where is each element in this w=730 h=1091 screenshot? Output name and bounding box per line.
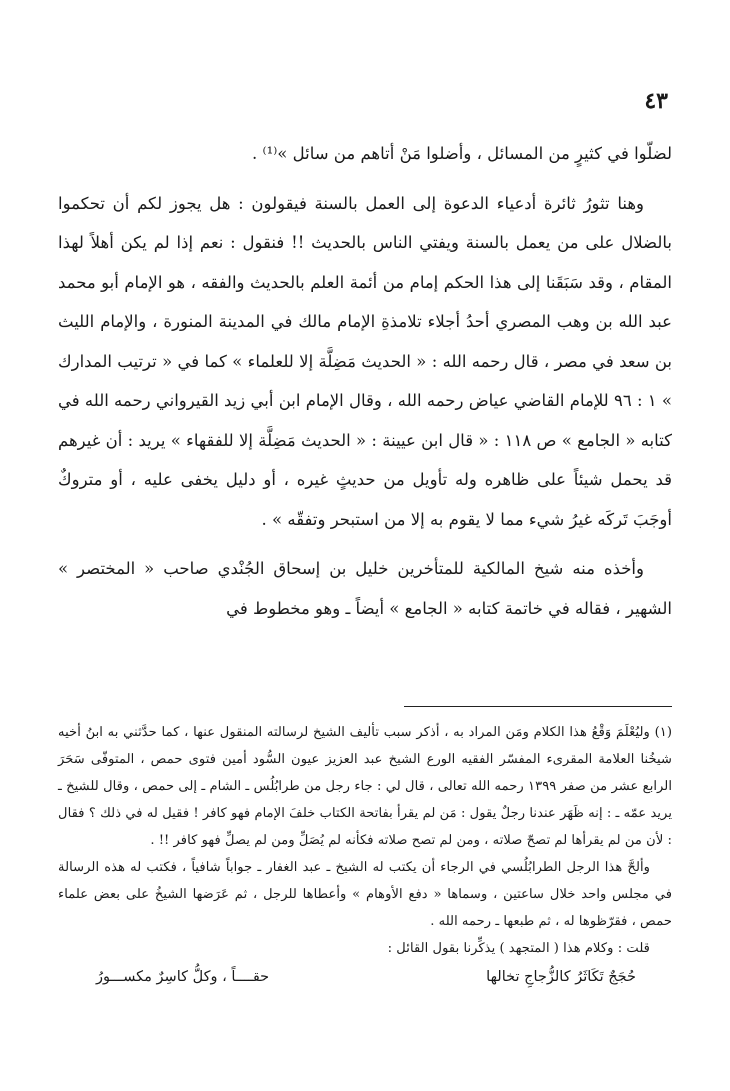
paragraph-2: وهنا تثورُ ثائرة أدعياء الدعوة إلى العمل بالسنة فيقولون : هل يجوز لكم أن تحكموا بالضلال على من يعمل بالسنة ويفتي الناس بالحديث !! فنقول : نعم إذا لم يكن أهلاً لهذا المقام ، وقد سَبَقَنا إلى هذا الحكم إمام من أئمة العلم بالحديث والفقه ، هو الإمام أبو محمد عبد الله بن وهب المصري أحدُ أجلاء تلامذةِ الإمام مالك في المدينة المنورة ، والإمام الليث بن سعد في مصر ، قال رحمه الله : « الحديث مَضِلَّة إلا للعلماء » كما في « ترتيب المدارك » ١ : ٩٦ للإمام القاضي عياض رحمه الله ، وقال الإمام ابن أبي زيد القيرواني رحمه الله في كتابه « الجامع » ص ١١٨ : « قال ابن عيينة : « الحديث مَضِلَّة إلا للفقهاء » يريد : أن غيرهم قد يحمل شيئاً على ظاهره وله تأويل من حديثٍ غيره ، أو دليل يخفى عليه ، أو متروكٌ أوجَبَ تَركَه غيرُ شيء مما لا يقوم به إلا من استبحر وتفقّه » . [58, 193, 673, 529]
footnote-1: (١) وليُعْلَمَ وَقْعُ هذا الكلام ومَن المراد به ، أذكر سبب تأليف الشيخ لرسالته المنقول عنها ، كما حدَّثني به ابنُ أخيه شيخُنا العلامة المقرىء المفسّر الفقيه الورع الشيخ عبد العزيز عيون السُّود أمين فتوى حمص ، المتوفّى سَحَرَ الرابع عشر من صفر ١٣٩٩ رحمه الله تعالى ، قال لي : جاء رجل من طرابُلُس ـ الشام ـ إلى حمص ، وقال للشيخ ـ يريد عمّه ـ : إنه ظَهَر عندنا رجلٌ يقول : مَن لم يقرأ بفاتحة الكتاب خلفَ الإمام فهو كافر ! فقيل له في ذلك ؟ فقال : لأن من لم يقرأها لم تصحّ صلاته ، ومن لم تصح صلاته فكأنه لم يُصَلِّ ومن لم يصلِّ فهو كافر !! . [58, 725, 672, 848]
poetry-verse [58, 964, 672, 991]
verse-second-hemistich: حقــــاً ، وكلُّ كاسِرٌ مكســـورُ [96, 969, 270, 985]
footnote-separator [404, 706, 672, 707]
footnote-1-continuation: وألحَّ هذا الرجل الطرابُلُسي في الرجاء أن يكتب له الشيخ ـ عبد الغفار ـ جواباً شافياً ، فكتب له هذه الرسالة في مجلس واحد خلال ساعتين ، وسماها « دفع الأوهام » وأعطاها للرجل ، ثم عَرَضها الشيخُ على بعض علماء حمص ، فقرّظوها له ، ثم طبعها ـ رحمه الله . [58, 860, 672, 929]
paragraph-1: لضلّوا في كثيرٍ من المسائل ، وأضلوا مَنْ أتاهم من سائل »⁽¹⁾ . [252, 144, 672, 163]
verse-first-hemistich: حُجَجٌ تَكَاثَرُ كالزُّجاجِ تخالها [486, 969, 636, 985]
paragraph-3: وأخذه منه شيخ المالكية للمتأخرين خليل بن إسحاق الجُنْدي صاحب « المختصر » الشهير ، فقاله في خاتمة كتابه « الجامع » أيضاً ـ وهو مخطوط في [58, 559, 672, 618]
footnote-verse-intro: قلت : وكلام هذا ( المتجهد ) يذكِّرنا بقول القائل : [387, 941, 650, 956]
page-number: ٤٣ [644, 88, 668, 114]
main-text [58, 134, 672, 628]
footnotes [58, 719, 672, 991]
